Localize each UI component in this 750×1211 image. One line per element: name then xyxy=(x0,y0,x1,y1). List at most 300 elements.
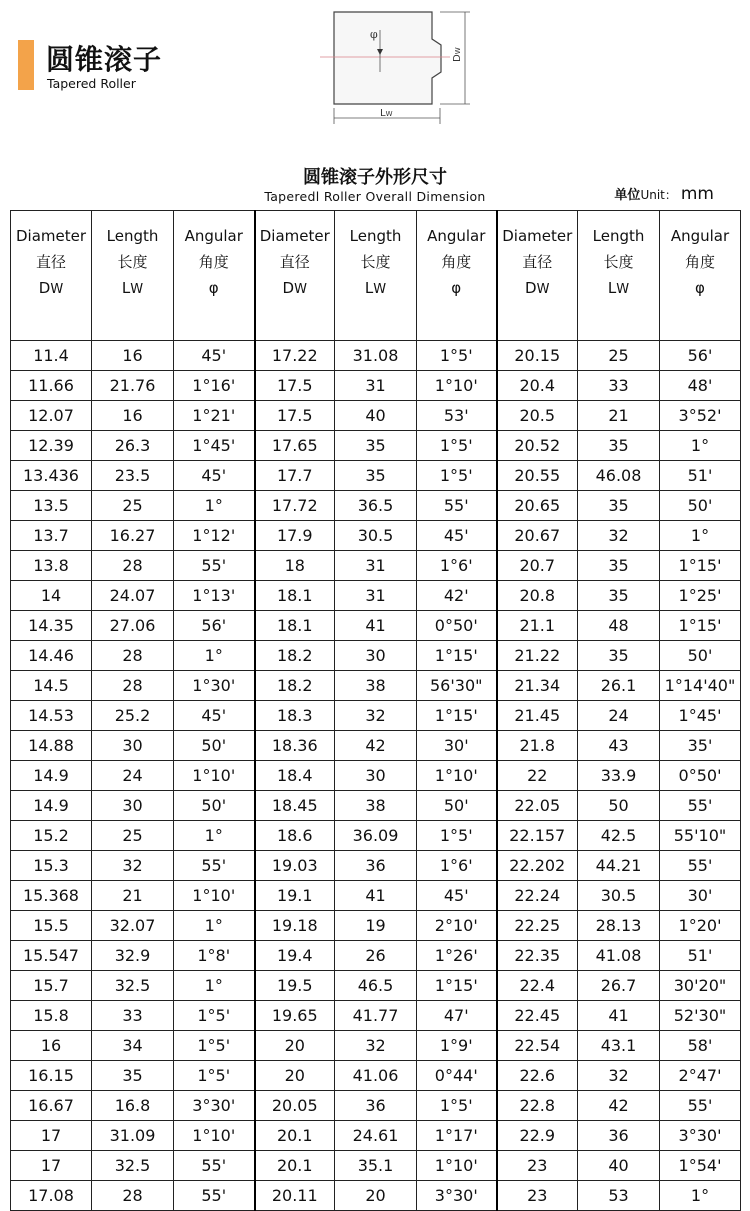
table-cell: 20.4 xyxy=(497,371,578,401)
table-cell: 22.35 xyxy=(497,941,578,971)
table-cell: 20 xyxy=(255,1061,335,1091)
header-cell xyxy=(417,211,497,341)
table-row xyxy=(11,641,741,671)
table-cell: 15.5 xyxy=(11,911,92,941)
table-cell: 16.27 xyxy=(92,521,174,551)
table-cell: 48' xyxy=(660,371,741,401)
header-en: Angular xyxy=(670,227,730,245)
header-symbol-main: L xyxy=(121,279,131,297)
table-cell: 50' xyxy=(660,641,741,671)
table-cell: 24.07 xyxy=(92,581,174,611)
header-cn: 长度 xyxy=(117,253,148,271)
table-cell: 1° xyxy=(174,641,255,671)
table-cell: 19.65 xyxy=(255,1001,335,1031)
table-cell: 0°44' xyxy=(417,1061,497,1091)
table-cell: 14.53 xyxy=(11,701,92,731)
table-cell: 43 xyxy=(578,731,660,761)
table-cell: 18.45 xyxy=(255,791,335,821)
table-cell: 18.1 xyxy=(255,611,335,641)
table-cell: 20.55 xyxy=(497,461,578,491)
table-row xyxy=(11,611,741,641)
table-cell: 11.66 xyxy=(11,371,92,401)
diagram-lw-label: L xyxy=(380,108,386,119)
header-cell xyxy=(11,211,92,341)
table-cell: 31.08 xyxy=(335,341,417,371)
header-symbol-sub: W xyxy=(536,282,550,297)
header-symbol-sub: W xyxy=(616,282,630,297)
table-cell: 45' xyxy=(417,881,497,911)
table-cell: 14.35 xyxy=(11,611,92,641)
header-symbol-main: L xyxy=(607,279,617,297)
header-cell xyxy=(497,211,578,341)
table-cell: 52'30" xyxy=(660,1001,741,1031)
header-en: Angular xyxy=(184,227,243,245)
table-cell: 14.9 xyxy=(11,761,92,791)
table-cell: 22.8 xyxy=(497,1091,578,1121)
table-cell: 14.5 xyxy=(11,671,92,701)
table-cell: 12.07 xyxy=(11,401,92,431)
table-cell: 18.36 xyxy=(255,731,335,761)
roller-diagram xyxy=(320,0,490,125)
header-symbol xyxy=(417,275,496,303)
header-symbol xyxy=(256,275,335,303)
table-cell: 19.5 xyxy=(255,971,335,1001)
header-symbol xyxy=(92,275,173,303)
table-row xyxy=(11,491,741,521)
table-cell: 22.157 xyxy=(497,821,578,851)
table-cell: 22.25 xyxy=(497,911,578,941)
table-row xyxy=(11,341,741,371)
table-cell: 13.7 xyxy=(11,521,92,551)
table-cell: 20.7 xyxy=(497,551,578,581)
table-row xyxy=(11,881,741,911)
table-cell: 17.7 xyxy=(255,461,335,491)
table-cell: 1°45' xyxy=(174,431,255,461)
table-cell: 21.45 xyxy=(497,701,578,731)
table-cell: 25.2 xyxy=(92,701,174,731)
table-cell: 1°14'40" xyxy=(660,671,741,701)
table-cell: 32 xyxy=(92,851,174,881)
table-cell: 26 xyxy=(335,941,417,971)
table-cell: 1° xyxy=(660,431,741,461)
table-cell: 1°30' xyxy=(174,671,255,701)
table-cell: 3°30' xyxy=(417,1181,497,1211)
table-cell: 1°10' xyxy=(174,881,255,911)
table-cell: 41.06 xyxy=(335,1061,417,1091)
table-cell: 55' xyxy=(660,1091,741,1121)
table-row xyxy=(11,371,741,401)
table-cell: 55' xyxy=(660,851,741,881)
header-en: Diameter xyxy=(259,227,330,245)
header-symbol-main: φ xyxy=(208,279,219,297)
table-title: 圆锥滚子外形尺寸 xyxy=(303,167,447,188)
table-cell: 1°5' xyxy=(174,1031,255,1061)
table-row xyxy=(11,1121,741,1151)
table-row xyxy=(11,461,741,491)
table-cell: 26.7 xyxy=(578,971,660,1001)
table-cell: 30 xyxy=(335,761,417,791)
table-cell: 1°9' xyxy=(417,1031,497,1061)
table-cell: 45' xyxy=(174,341,255,371)
table-cell: 35.1 xyxy=(335,1151,417,1181)
table-row xyxy=(11,581,741,611)
table-cell: 28 xyxy=(92,641,174,671)
header-symbol-main: D xyxy=(525,279,537,297)
unit-label xyxy=(614,184,714,204)
table-cell: 25 xyxy=(92,821,174,851)
dimension-table xyxy=(10,210,741,1211)
table-cell: 22.6 xyxy=(497,1061,578,1091)
table-cell: 22.24 xyxy=(497,881,578,911)
table-cell: 56'30" xyxy=(417,671,497,701)
table-cell: 46.08 xyxy=(578,461,660,491)
table-cell: 45' xyxy=(174,461,255,491)
unit-cn: 单位 xyxy=(614,188,641,203)
table-cell: 25 xyxy=(92,491,174,521)
table-cell: 35' xyxy=(660,731,741,761)
table-cell: 31 xyxy=(335,371,417,401)
table-cell: 17.9 xyxy=(255,521,335,551)
table-row xyxy=(11,911,741,941)
table-cell: 33 xyxy=(578,371,660,401)
header-cn: 直径 xyxy=(35,253,66,271)
table-cell: 1°6' xyxy=(417,551,497,581)
table-cell: 24 xyxy=(92,761,174,791)
table-cell: 1°5' xyxy=(174,1001,255,1031)
table-cell: 55' xyxy=(660,791,741,821)
table-cell: 50' xyxy=(660,491,741,521)
table-cell: 1°17' xyxy=(417,1121,497,1151)
table-cell: 21.1 xyxy=(497,611,578,641)
table-cell: 21.22 xyxy=(497,641,578,671)
brand-subtitle: Tapered Roller xyxy=(47,76,136,91)
table-cell: 13.436 xyxy=(11,461,92,491)
table-cell: 55' xyxy=(417,491,497,521)
table-row xyxy=(11,1181,741,1211)
diagram-dw-label: D xyxy=(452,54,463,62)
table-cell: 1°26' xyxy=(417,941,497,971)
table-cell: 17.72 xyxy=(255,491,335,521)
table-cell: 17.5 xyxy=(255,401,335,431)
table-cell: 20 xyxy=(335,1181,417,1211)
table-cell: 35 xyxy=(335,461,417,491)
table-cell: 1°5' xyxy=(417,1091,497,1121)
table-cell: 1°5' xyxy=(417,461,497,491)
header-cn: 角度 xyxy=(441,253,472,271)
table-header-row xyxy=(11,211,741,341)
table-cell: 1°15' xyxy=(660,611,741,641)
table-cell: 42 xyxy=(578,1091,660,1121)
header-symbol-main: L xyxy=(364,279,374,297)
brand-accent-bar xyxy=(18,40,34,90)
table-cell: 21 xyxy=(92,881,174,911)
header-symbol xyxy=(335,275,416,303)
table-cell: 32 xyxy=(578,521,660,551)
table-cell: 17 xyxy=(11,1121,92,1151)
table-cell: 22.4 xyxy=(497,971,578,1001)
table-cell: 41 xyxy=(335,881,417,911)
table-cell: 18.3 xyxy=(255,701,335,731)
table-cell: 25 xyxy=(578,341,660,371)
table-cell: 2°10' xyxy=(417,911,497,941)
header-en: Diameter xyxy=(15,227,87,245)
table-cell: 56' xyxy=(660,341,741,371)
table-cell: 1°8' xyxy=(174,941,255,971)
table-cell: 1°15' xyxy=(660,551,741,581)
table-cell: 31.09 xyxy=(92,1121,174,1151)
header-cell xyxy=(578,211,660,341)
table-cell: 28 xyxy=(92,671,174,701)
table-cell: 13.8 xyxy=(11,551,92,581)
table-cell: 55' xyxy=(174,1151,255,1181)
table-cell: 51' xyxy=(660,461,741,491)
table-cell: 20.1 xyxy=(255,1151,335,1181)
table-cell: 1°12' xyxy=(174,521,255,551)
table-cell: 17.22 xyxy=(255,341,335,371)
table-cell: 20.1 xyxy=(255,1121,335,1151)
table-cell: 43.1 xyxy=(578,1031,660,1061)
table-cell: 35 xyxy=(578,431,660,461)
table-cell: 19.18 xyxy=(255,911,335,941)
table-row xyxy=(11,1001,741,1031)
table-cell: 15.8 xyxy=(11,1001,92,1031)
table-cell: 28 xyxy=(92,1181,174,1211)
table-cell: 36 xyxy=(335,1091,417,1121)
table-cell: 15.368 xyxy=(11,881,92,911)
table-cell: 45' xyxy=(417,521,497,551)
table-cell: 16.8 xyxy=(92,1091,174,1121)
table-row xyxy=(11,551,741,581)
table-cell: 18.4 xyxy=(255,761,335,791)
table-cell: 31 xyxy=(335,581,417,611)
table-cell: 20.11 xyxy=(255,1181,335,1211)
table-subtitle: Taperedl Roller Overall Dimension xyxy=(264,189,486,204)
table-cell: 51' xyxy=(660,941,741,971)
table-cell: 38 xyxy=(335,791,417,821)
table-cell: 22.202 xyxy=(497,851,578,881)
table-cell: 21.8 xyxy=(497,731,578,761)
table-cell: 42.5 xyxy=(578,821,660,851)
table-cell: 32.9 xyxy=(92,941,174,971)
table-cell: 18.2 xyxy=(255,671,335,701)
header-cell xyxy=(92,211,174,341)
table-cell: 30.5 xyxy=(335,521,417,551)
diagram-lw-sub: W xyxy=(385,110,393,118)
table-cell: 20.52 xyxy=(497,431,578,461)
table-cell: 41 xyxy=(335,611,417,641)
table-cell: 17 xyxy=(11,1151,92,1181)
table-cell: 30' xyxy=(660,881,741,911)
header-cn: 角度 xyxy=(684,253,715,271)
table-cell: 20.65 xyxy=(497,491,578,521)
table-cell: 32.5 xyxy=(92,1151,174,1181)
table-row xyxy=(11,1091,741,1121)
table-cell: 58' xyxy=(660,1031,741,1061)
table-cell: 30' xyxy=(417,731,497,761)
table-cell: 41.08 xyxy=(578,941,660,971)
table-cell: 34 xyxy=(92,1031,174,1061)
table-cell: 20.5 xyxy=(497,401,578,431)
header-cell xyxy=(174,211,255,341)
table-cell: 38 xyxy=(335,671,417,701)
table-cell: 26.1 xyxy=(578,671,660,701)
table-cell: 42' xyxy=(417,581,497,611)
header-cell xyxy=(255,211,335,341)
table-cell: 27.06 xyxy=(92,611,174,641)
brand-title: 圆锥滚子 xyxy=(46,43,163,76)
table-cell: 0°50' xyxy=(660,761,741,791)
table-cell: 1°15' xyxy=(417,641,497,671)
table-cell: 50' xyxy=(174,791,255,821)
header-en: Length xyxy=(349,227,402,245)
table-cell: 45' xyxy=(174,701,255,731)
header-cn: 直径 xyxy=(279,253,310,271)
table-cell: 1°15' xyxy=(417,701,497,731)
table-cell: 20 xyxy=(255,1031,335,1061)
table-cell: 36.09 xyxy=(335,821,417,851)
table-cell: 16 xyxy=(11,1031,92,1061)
table-row xyxy=(11,701,741,731)
table-cell: 55' xyxy=(174,551,255,581)
table-cell: 18.6 xyxy=(255,821,335,851)
table-cell: 3°52' xyxy=(660,401,741,431)
unit-en: Unit： xyxy=(640,188,677,202)
table-cell: 19.4 xyxy=(255,941,335,971)
header-symbol-main: D xyxy=(282,279,295,297)
table-cell: 1°54' xyxy=(660,1151,741,1181)
table-cell: 32 xyxy=(578,1061,660,1091)
header-symbol xyxy=(660,275,740,303)
table-cell: 1°10' xyxy=(417,1151,497,1181)
table-cell: 1° xyxy=(660,521,741,551)
table-cell: 35 xyxy=(335,431,417,461)
table-cell: 18.2 xyxy=(255,641,335,671)
table-cell: 55'10" xyxy=(660,821,741,851)
table-cell: 40 xyxy=(335,401,417,431)
table-cell: 1°16' xyxy=(174,371,255,401)
table-cell: 21 xyxy=(578,401,660,431)
header-cn: 直径 xyxy=(522,253,553,271)
table-cell: 17.5 xyxy=(255,371,335,401)
table-cell: 32.07 xyxy=(92,911,174,941)
table-cell: 53 xyxy=(578,1181,660,1211)
table-cell: 19 xyxy=(335,911,417,941)
table-cell: 1° xyxy=(174,971,255,1001)
table-cell: 23.5 xyxy=(92,461,174,491)
header-symbol-main: φ xyxy=(695,279,705,297)
table-cell: 30.5 xyxy=(578,881,660,911)
table-cell: 14.9 xyxy=(11,791,92,821)
table-cell: 23 xyxy=(497,1181,578,1211)
table-cell: 30 xyxy=(92,731,174,761)
table-cell: 1°5' xyxy=(174,1061,255,1091)
table-row xyxy=(11,1151,741,1181)
table-cell: 22.45 xyxy=(497,1001,578,1031)
header-cell xyxy=(335,211,417,341)
table-cell: 1°10' xyxy=(174,1121,255,1151)
header-cn: 角度 xyxy=(198,253,229,271)
table-cell: 18 xyxy=(255,551,335,581)
header-symbol-sub: W xyxy=(130,282,144,297)
table-cell: 16 xyxy=(92,401,174,431)
table-cell: 1° xyxy=(174,911,255,941)
diagram-phi-label: φ xyxy=(370,28,378,41)
table-cell: 1°10' xyxy=(174,761,255,791)
table-cell: 28 xyxy=(92,551,174,581)
table-cell: 20.67 xyxy=(497,521,578,551)
table-cell: 3°30' xyxy=(660,1121,741,1151)
table-cell: 50' xyxy=(417,791,497,821)
header-en: Angular xyxy=(427,227,486,245)
table-cell: 30'20" xyxy=(660,971,741,1001)
table-row xyxy=(11,731,741,761)
table-cell: 24 xyxy=(578,701,660,731)
table-cell: 44.21 xyxy=(578,851,660,881)
table-cell: 14.46 xyxy=(11,641,92,671)
table-cell: 28.13 xyxy=(578,911,660,941)
table-cell: 13.5 xyxy=(11,491,92,521)
table-cell: 22 xyxy=(497,761,578,791)
table-cell: 19.03 xyxy=(255,851,335,881)
table-cell: 1°20' xyxy=(660,911,741,941)
table-row xyxy=(11,521,741,551)
table-cell: 1° xyxy=(174,491,255,521)
table-cell: 21.76 xyxy=(92,371,174,401)
table-cell: 3°30' xyxy=(174,1091,255,1121)
table-cell: 16.67 xyxy=(11,1091,92,1121)
table-cell: 15.547 xyxy=(11,941,92,971)
table-cell: 30 xyxy=(92,791,174,821)
table-cell: 16 xyxy=(92,341,174,371)
table-cell: 41 xyxy=(578,1001,660,1031)
table-cell: 17.65 xyxy=(255,431,335,461)
table-row xyxy=(11,1031,741,1061)
table-cell: 26.3 xyxy=(92,431,174,461)
table-cell: 21.34 xyxy=(497,671,578,701)
table-cell: 14 xyxy=(11,581,92,611)
table-cell: 1° xyxy=(174,821,255,851)
table-cell: 15.7 xyxy=(11,971,92,1001)
header-en: Length xyxy=(592,227,645,245)
table-cell: 23 xyxy=(497,1151,578,1181)
table-cell: 1°5' xyxy=(417,431,497,461)
table-cell: 0°50' xyxy=(417,611,497,641)
header-symbol xyxy=(578,275,659,303)
header-symbol-sub: W xyxy=(294,282,307,297)
table-row xyxy=(11,401,741,431)
header-symbol xyxy=(498,275,578,303)
table-row xyxy=(11,941,741,971)
table-cell: 42 xyxy=(335,731,417,761)
table-cell: 1° xyxy=(660,1181,741,1211)
table-cell: 33 xyxy=(92,1001,174,1031)
table-row xyxy=(11,821,741,851)
table-cell: 1°45' xyxy=(660,701,741,731)
svg-text:LW xyxy=(380,108,393,119)
table-cell: 1°13' xyxy=(174,581,255,611)
table-cell: 1°25' xyxy=(660,581,741,611)
table-cell: 35 xyxy=(578,551,660,581)
table-cell: 14.88 xyxy=(11,731,92,761)
header-symbol xyxy=(11,275,91,303)
table-cell: 22.05 xyxy=(497,791,578,821)
table-cell: 15.2 xyxy=(11,821,92,851)
header-cn: 长度 xyxy=(603,253,634,271)
table-row xyxy=(11,851,741,881)
table-cell: 22.54 xyxy=(497,1031,578,1061)
table-cell: 35 xyxy=(92,1061,174,1091)
unit-value: mm xyxy=(680,184,714,204)
